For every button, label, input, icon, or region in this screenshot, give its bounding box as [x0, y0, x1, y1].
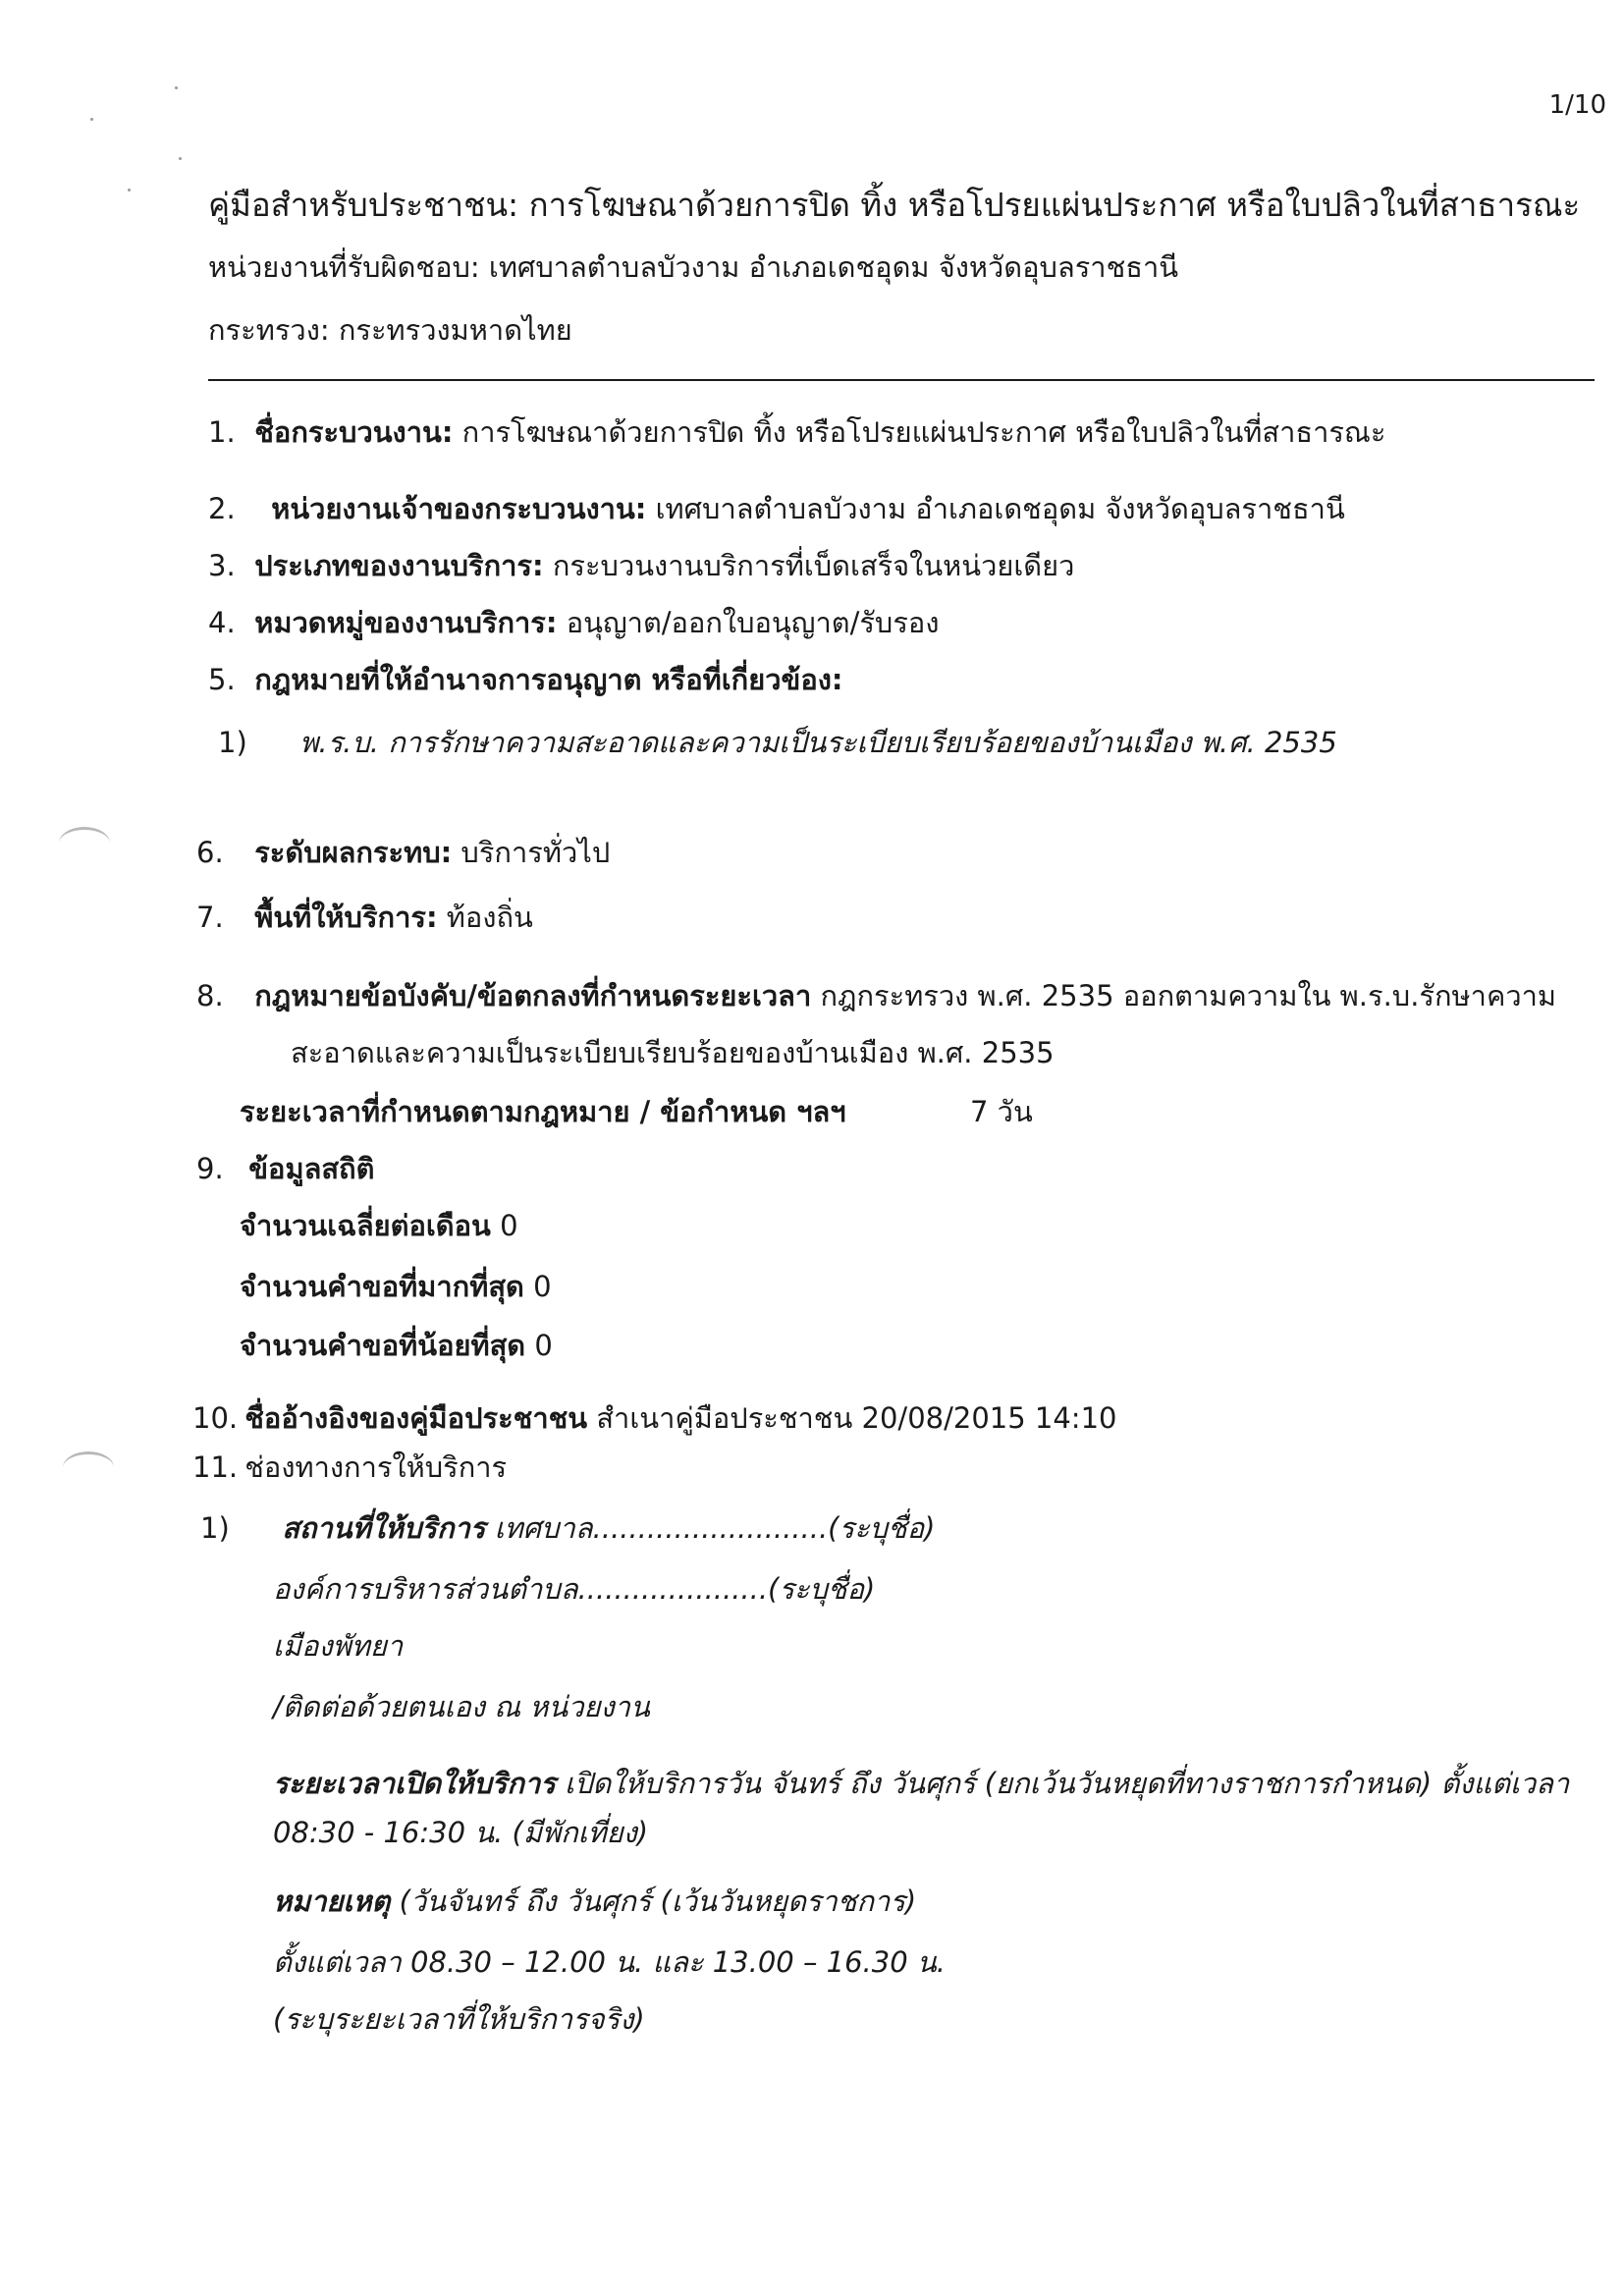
- item-service-type: [208, 546, 1074, 585]
- item-statistics-monthly-average: [240, 1206, 518, 1245]
- item-label: พื้นที่ให้บริการ:: [254, 901, 438, 934]
- item-value: 08:30 - 16:30 น. (มีพักเที่ยง): [273, 1816, 649, 1849]
- responsible-agency: หน่วยงานที่รับผิดชอบ: เทศบาลตำบลบัวงาม อำเภอเดชอุดม จังหวัดอุบลราชธานี: [208, 250, 1179, 284]
- item-legal-period: [240, 1092, 1033, 1131]
- item-value: ท้องถิ่น: [437, 901, 533, 934]
- item-number: 2.: [208, 492, 236, 525]
- item-number: 7.: [196, 901, 224, 934]
- item-value: 0: [525, 1329, 553, 1362]
- item-value: การโฆษณาด้วยการปิด ทิ้ง หรือโปรยแผ่นประกาศ หรือใบปลิวในที่สาธารณะ: [453, 415, 1386, 449]
- item-number: 3.: [208, 549, 236, 582]
- item-number: 1): [218, 726, 247, 759]
- item-number: 8.: [196, 979, 224, 1012]
- item-value: (ระบุระยะเวลาที่ให้บริการจริง): [273, 2002, 645, 2036]
- item-service-area: [196, 898, 533, 937]
- item-regulation-deadline-continued: สะอาดและความเป็นระเบียบเรียบร้อยของบ้านเมือง พ.ศ. 2535: [291, 1036, 1055, 1069]
- item-value: /ติดต่อด้วยตนเอง ณ หน่วยงาน: [273, 1690, 650, 1723]
- item-label: ระดับผลกระทบ:: [254, 836, 453, 869]
- item-value: กระบวนงานบริการที่เบ็ดเสร็จในหน่วยเดียว: [543, 549, 1075, 582]
- item-value: 7 วัน: [970, 1095, 1033, 1128]
- item-number: 6.: [196, 836, 224, 869]
- item-label: ประเภทของงานบริการ:: [254, 549, 544, 582]
- service-place-city: [273, 1626, 403, 1666]
- item-value: องค์การบริหารส่วนตำบล.....................(ระบุชื่อ): [273, 1572, 876, 1606]
- item-statistics: [196, 1149, 374, 1188]
- service-place-contact: [273, 1687, 650, 1726]
- item-value: กฎกระทรวง พ.ศ. 2535 ออกตามความใน พ.ร.บ.รักษาความ: [811, 979, 1557, 1012]
- item-procedure-name: [208, 412, 1385, 452]
- item-value: เปิดให้บริการวัน จันทร์ ถึง วันศุกร์ (ยกเว้นวันหยุดที่ทางราชการกำหนด) ตั้งแต่เวลา: [555, 1767, 1570, 1800]
- item-value: เทศบาล..........................(ระบุชื่อ): [485, 1511, 936, 1545]
- item-reference-name: [192, 1398, 1116, 1438]
- item-number: 11.: [192, 1450, 239, 1484]
- item-value: ตั้งแต่เวลา 08.30 – 12.00 น. และ 13.00 – 16.30 น.: [273, 1945, 946, 1979]
- item-value: อนุญาต/ออกใบอนุญาต/รับรอง: [557, 606, 940, 639]
- item-label: ข้อมูลสถิติ: [248, 1152, 375, 1185]
- item-label: ระยะเวลาเปิดให้บริการ: [273, 1767, 556, 1800]
- service-note: [273, 1882, 916, 1921]
- service-note-instruction: [273, 1999, 645, 2039]
- page-number: 1/10: [1548, 90, 1606, 120]
- service-hours: [273, 1764, 1569, 1803]
- item-statistics-max-requests: [240, 1267, 552, 1306]
- item-legal-authority: [208, 660, 843, 699]
- item-impact-level: [196, 833, 610, 872]
- document-title: คู่มือสำหรับประชาชน: การโฆษณาด้วยการปิด ทิ้ง หรือโปรยแผ่นประกาศ หรือใบปลิวในที่สาธารณะ: [208, 186, 1581, 224]
- item-value: 0: [523, 1270, 552, 1303]
- service-place-subdistrict: [273, 1569, 875, 1609]
- service-place: [200, 1508, 935, 1548]
- service-note-hours: [273, 1942, 946, 1982]
- item-number: 1): [200, 1511, 230, 1545]
- item-value: เมืองพัทยา: [273, 1629, 404, 1663]
- item-label: ระยะเวลาที่กำหนดตามกฎหมาย / ข้อกำหนด ฯลฯ: [240, 1095, 846, 1128]
- item-label: หน่วยงานเจ้าของกระบวนงาน:: [271, 492, 647, 525]
- item-value: บริการทั่วไป: [452, 836, 611, 869]
- item-number: 5.: [208, 663, 236, 696]
- item-owner-agency: [208, 489, 1345, 528]
- item-number: 9.: [196, 1152, 224, 1185]
- item-label: จำนวนคำขอที่มากที่สุด: [240, 1270, 524, 1303]
- item-value: พ.ร.บ. การรักษาความสะอาดและความเป็นระเบียบเรียบร้อยของบ้านเมือง พ.ศ. 2535: [299, 726, 1337, 759]
- item-statistics-min-requests: [240, 1326, 553, 1365]
- item-number: 1.: [208, 415, 236, 449]
- item-label: ช่องทางการให้บริการ: [244, 1450, 508, 1484]
- item-value: เทศบาลตำบลบัวงาม อำเภอเดชอุดม จังหวัดอุบลราชธานี: [646, 492, 1345, 525]
- item-label: จำนวนคำขอที่น้อยที่สุด: [240, 1329, 526, 1362]
- ministry: กระทรวง: กระทรวงมหาดไทย: [208, 313, 572, 347]
- item-label: กฎหมายข้อบังคับ/ข้อตกลงที่กำหนดระยะเวลา: [254, 979, 812, 1012]
- item-regulation-deadline: [196, 976, 1556, 1015]
- item-label: ชื่อกระบวนงาน:: [254, 415, 454, 449]
- item-value: สำเนาคู่มือประชาชน 20/08/2015 14:10: [587, 1401, 1117, 1435]
- item-label: ชื่ออ้างอิงของคู่มือประชาชน: [244, 1401, 588, 1435]
- item-number: 10.: [192, 1401, 239, 1435]
- item-legal-authority-law-1: [218, 723, 1337, 762]
- item-service-channels: [192, 1448, 507, 1487]
- service-hours-continued: [273, 1813, 648, 1852]
- item-label: หมวดหมู่ของงานบริการ:: [254, 606, 558, 639]
- item-label: สถานที่ให้บริการ: [282, 1511, 486, 1545]
- item-service-category: [208, 603, 939, 642]
- item-value: (วันจันทร์ ถึง วันศุกร์ (เว้นวันหยุดราชการ): [390, 1885, 917, 1918]
- item-label: หมายเหตุ: [273, 1885, 391, 1918]
- item-label: กฎหมายที่ให้อำนาจการอนุญาต หรือที่เกี่ยวข้อง:: [254, 663, 843, 696]
- item-label: จำนวนเฉลี่ยต่อเดือน: [240, 1209, 491, 1242]
- item-value: 0: [490, 1209, 518, 1242]
- item-number: 4.: [208, 606, 236, 639]
